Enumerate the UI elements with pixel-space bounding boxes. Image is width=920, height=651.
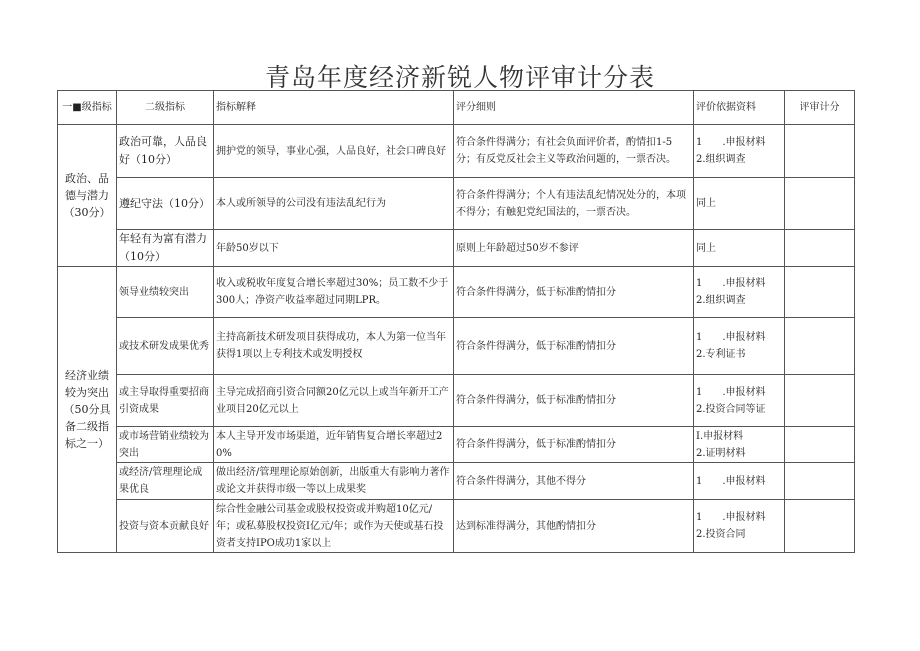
score-cell[interactable] <box>785 375 855 427</box>
level2-cell: 或市场营销业绩较为突出 <box>117 427 214 463</box>
header-level1: 一■级指标 <box>58 91 117 125</box>
detail-cell: 原则上年龄超过50岁不参评 <box>454 230 694 267</box>
score-cell[interactable] <box>785 463 855 500</box>
explain-cell: 拥护党的领导，事业心强，人品良好，社会口碑良好 <box>214 125 454 178</box>
basis-cell: I.申报材料 2.证明材料 <box>694 427 785 463</box>
score-cell[interactable] <box>785 427 855 463</box>
table-row <box>58 267 855 318</box>
score-cell[interactable] <box>785 267 855 318</box>
explain-cell: 收入或税收年度复合增长率超过30%；员工数不少于300人；净资产收益率超过同期LPR。 <box>214 267 454 318</box>
explain-cell: 做出经济/管理理论原始创新，出版重大有影响力著作或论文并获得市级一等以上成果奖 <box>214 463 454 500</box>
score-cell[interactable] <box>785 318 855 375</box>
detail-cell: 符合条件得满分，其他不得分 <box>454 463 694 500</box>
basis-cell: 1 .申报材料 2.组织调查 <box>694 125 785 178</box>
basis-cell: 同上 <box>694 178 785 230</box>
scoring-table <box>57 90 855 553</box>
header-score: 评审计分 <box>785 91 855 125</box>
table-row <box>58 125 855 178</box>
detail-cell: 符合条件得满分；有社会负面评价者，酌情扣1-5分；有反党反社会主义等政治问题的，一票否决。 <box>454 125 694 178</box>
level2-cell: 领导业绩较突出 <box>117 267 214 318</box>
table-row <box>58 178 855 230</box>
score-cell[interactable] <box>785 125 855 178</box>
basis-cell: 1 .申报材料 2.投资合同等证 <box>694 375 785 427</box>
detail-cell: 符合条件得满分；个人有违法乱纪情况处分的，本项不得分；有触犯党纪国法的，一票否决。 <box>454 178 694 230</box>
basis-cell: 1 .申报材料 2.投资合同 <box>694 500 785 553</box>
detail-cell: 达到标准得满分，其他酌情扣分 <box>454 500 694 553</box>
level2-cell: 或经济/管理理论成果优良 <box>117 463 214 500</box>
explain-cell: 本人主导开发市场渠道，近年销售复合增长率超过20% <box>214 427 454 463</box>
group2-label: 经济业绩较为突出（50分具备二级指标之一） <box>58 267 117 553</box>
basis-cell: 1 .申报材料 <box>694 463 785 500</box>
header-basis: 评价依据资料 <box>694 91 785 125</box>
header-level2: 二级指标 <box>117 91 214 125</box>
score-cell[interactable] <box>785 500 855 553</box>
detail-cell: 符合条件得满分，低于标准酌情扣分 <box>454 427 694 463</box>
detail-cell: 符合条件得满分，低于标准酌情扣分 <box>454 318 694 375</box>
page-title: 青岛年度经济新锐人物评审计分表 <box>264 63 655 92</box>
level2-cell: 遵纪守法（10分） <box>117 178 214 230</box>
explain-cell: 本人或所领导的公司没有违法乱纪行为 <box>214 178 454 230</box>
basis-cell: 1 .申报材料 2.组织调查 <box>694 267 785 318</box>
explain-cell: 主持高新技术研发项目获得成功，本人为第一位当年获得1项以上专利技术或发明授权 <box>214 318 454 375</box>
table-row <box>58 427 855 463</box>
level2-cell: 年轻有为富有潜力（10分） <box>117 230 214 267</box>
level2-cell: 或主导取得重要招商引资成果 <box>117 375 214 427</box>
level2-cell: 或技术研发成果优秀 <box>117 318 214 375</box>
level2-cell: 政治可靠，人品良好（10分） <box>117 125 214 178</box>
header-explain: 指标解释 <box>214 91 454 125</box>
explain-cell: 年龄50岁以下 <box>214 230 454 267</box>
basis-cell: 同上 <box>694 230 785 267</box>
detail-cell: 符合条件得满分，低于标准酌情扣分 <box>454 267 694 318</box>
table-row <box>58 375 855 427</box>
explain-cell: 综合性金融公司基金或股权投资或并购超10亿元/年；或私募股权投资I亿元/年；或作为天使或基石投资者支持IPO成功1家以上 <box>214 500 454 553</box>
header-detail: 评分细则 <box>454 91 694 125</box>
group1-label: 政治、品德与潜力（30分） <box>58 125 117 267</box>
score-cell[interactable] <box>785 230 855 267</box>
table-row <box>58 500 855 553</box>
basis-cell: 1 .申报材料 2.专利证书 <box>694 318 785 375</box>
level2-cell: 投资与资本贡献良好 <box>117 500 214 553</box>
detail-cell: 符合条件得满分，低于标准酌情扣分 <box>454 375 694 427</box>
table-row <box>58 318 855 375</box>
score-cell[interactable] <box>785 178 855 230</box>
table-row <box>58 463 855 500</box>
table-row <box>58 230 855 267</box>
explain-cell: 主导完成招商引资合同额20亿元以上或当年新开工产业项目20亿元以上 <box>214 375 454 427</box>
header-row <box>58 91 855 125</box>
